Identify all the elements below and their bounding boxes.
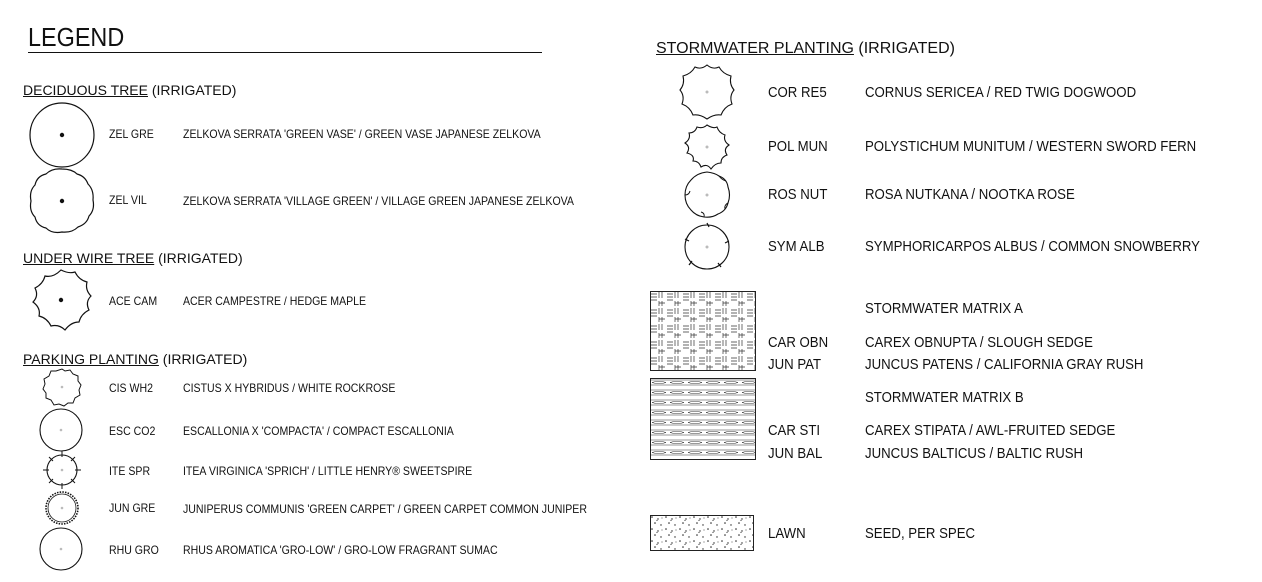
matrix-a-hatch-swatch xyxy=(650,291,756,371)
jun-gre-desc: JUNIPERUS COMMUNIS 'GREEN CARPET' / GREEN CARPET COMMON JUNIPER xyxy=(183,502,587,516)
section-heading-deciduous-tree: DECIDUOUS TREE (IRRIGATED) xyxy=(23,82,237,98)
esc-co2-desc: ESCALLONIA X 'COMPACTA' / COMPACT ESCALLONIA xyxy=(183,424,454,438)
ros-nut-symbol xyxy=(682,170,732,220)
jun-bal-desc: JUNCUS BALTICUS / BALTIC RUSH xyxy=(865,445,1084,462)
lawn-code: LAWN xyxy=(768,525,806,542)
cis-wh2-symbol xyxy=(42,367,82,407)
car-obn-code: CAR OBN xyxy=(768,334,829,351)
ros-nut-code: ROS NUT xyxy=(768,186,828,203)
car-obn-desc: CAREX OBNUPTA / SLOUGH SEDGE xyxy=(865,334,1093,351)
jun-gre-symbol xyxy=(43,489,81,527)
sym-alb-code: SYM ALB xyxy=(768,238,825,255)
rhu-gro-code: RHU GRO xyxy=(109,543,159,557)
matrix-b-hatch-swatch xyxy=(650,378,756,460)
jun-pat-code: JUN PAT xyxy=(768,356,822,373)
zel-gre-symbol xyxy=(27,100,97,170)
section-heading-parking-planting: PARKING PLANTING (IRRIGATED) xyxy=(23,351,248,367)
zel-gre-desc: ZELKOVA SERRATA 'GREEN VASE' / GREEN VASE JAPANESE ZELKOVA xyxy=(183,127,541,141)
legend-title-underline xyxy=(28,52,542,53)
cis-wh2-desc: CISTUS X HYBRIDUS / WHITE ROCKROSE xyxy=(183,381,396,395)
rhu-gro-desc: RHUS AROMATICA 'GRO-LOW' / GRO-LOW FRAGRANT SUMAC xyxy=(183,543,498,557)
pol-mun-code: POL MUN xyxy=(768,138,828,155)
ace-cam-desc: ACER CAMPESTRE / HEDGE MAPLE xyxy=(183,294,367,308)
ite-spr-desc: ITEA VIRGINICA 'SPRICH' / LITTLE HENRY® SWEETSPIRE xyxy=(183,464,473,478)
legend-title: LEGEND xyxy=(28,22,125,52)
matrix-a-label: STORMWATER MATRIX A xyxy=(865,300,1023,317)
rhu-gro-symbol xyxy=(38,526,84,572)
zel-gre-code: ZEL GRE xyxy=(109,127,154,141)
ace-cam-code: ACE CAM xyxy=(109,294,158,308)
cor-re5-symbol xyxy=(677,62,737,122)
ite-spr-symbol xyxy=(43,451,81,489)
ros-nut-desc: ROSA NUTKANA / NOOTKA ROSE xyxy=(865,186,1075,203)
pol-mun-symbol xyxy=(683,123,731,171)
ace-cam-symbol xyxy=(29,268,93,332)
lawn-stipple-swatch xyxy=(650,515,754,551)
zel-vil-desc: ZELKOVA SERRATA 'VILLAGE GREEN' / VILLAGE GREEN JAPANESE ZELKOVA xyxy=(183,194,574,208)
zel-vil-symbol xyxy=(27,166,97,236)
cis-wh2-code: CIS WH2 xyxy=(109,381,154,395)
sym-alb-desc: SYMPHORICARPOS ALBUS / COMMON SNOWBERRY xyxy=(865,238,1200,255)
car-sti-code: CAR STI xyxy=(768,422,821,439)
jun-pat-desc: JUNCUS PATENS / CALIFORNIA GRAY RUSH xyxy=(865,356,1144,373)
matrix-b-label: STORMWATER MATRIX B xyxy=(865,389,1024,406)
jun-bal-code: JUN BAL xyxy=(768,445,823,462)
sym-alb-symbol xyxy=(681,221,733,273)
esc-co2-symbol xyxy=(38,407,84,453)
pol-mun-desc: POLYSTICHUM MUNITUM / WESTERN SWORD FERN xyxy=(865,138,1197,155)
ite-spr-code: ITE SPR xyxy=(109,464,151,478)
lawn-desc: SEED, PER SPEC xyxy=(865,525,976,542)
cor-re5-desc: CORNUS SERICEA / RED TWIG DOGWOOD xyxy=(865,84,1137,101)
car-sti-desc: CAREX STIPATA / AWL-FRUITED SEDGE xyxy=(865,422,1116,439)
section-heading-stormwater-planting: STORMWATER PLANTING (IRRIGATED) xyxy=(656,40,955,57)
jun-gre-code: JUN GRE xyxy=(109,501,156,515)
section-heading-under-wire-tree: UNDER WIRE TREE (IRRIGATED) xyxy=(23,250,243,266)
esc-co2-code: ESC CO2 xyxy=(109,424,156,438)
cor-re5-code: COR RE5 xyxy=(768,84,827,101)
zel-vil-code: ZEL VIL xyxy=(109,193,147,207)
